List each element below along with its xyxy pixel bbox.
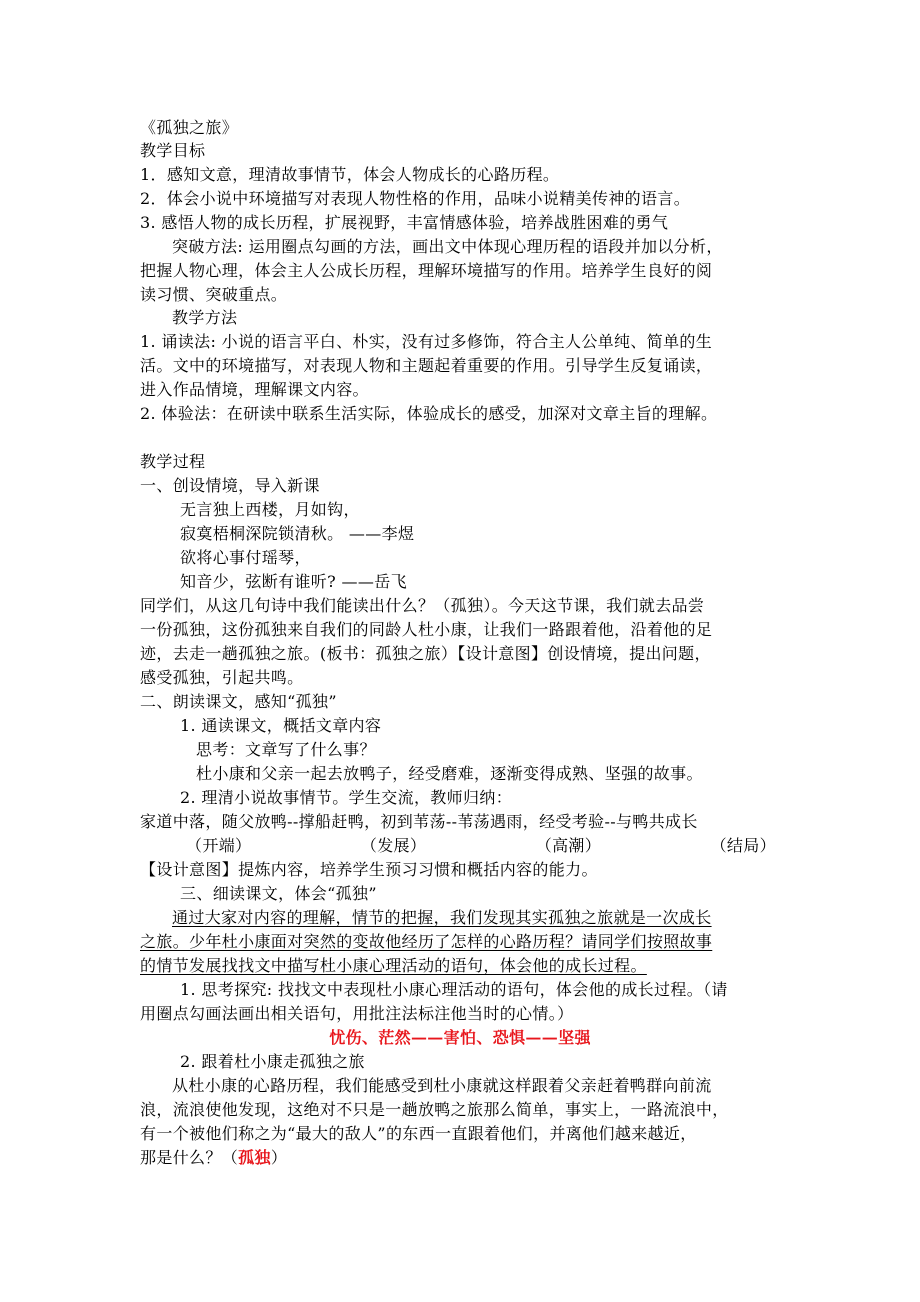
doc-title: 《孤独之旅》 (140, 118, 239, 137)
final-line-4 (140, 1147, 287, 1169)
goal-2: 2．体会小说中环境描写对表现人物性格的作用，品味小说精美传神的语言。 (140, 189, 691, 208)
answer-highlight: 孤独 (238, 1148, 271, 1167)
goals-heading: 教学目标 (140, 141, 206, 160)
intro-line-1: 同学们，从这几句诗中我们能读出什么？（孤独）。今天这节课，我们就去品尝 (140, 596, 705, 615)
final-line-1: 从杜小康的心路历程，我们能感受到杜小康就这样跟着父亲赶着鸭群向前流 (172, 1076, 712, 1095)
final-question-text: 那是什么？（ (140, 1148, 239, 1167)
section-3-underlined-line-3: 的情节发展找找文中描写杜小康心理活动的语句，体会他的成长过程。 (140, 956, 647, 975)
breakthrough-line-3: 读习惯、突破重点。 (140, 285, 288, 304)
section-3-underlined-line-1: 通过大家对内容的理解，情节的把握，我们发现其实孤独之旅就是一次成长 (172, 908, 712, 927)
section-3-item-2: 2. 跟着杜小康走孤独之旅 (180, 1052, 365, 1071)
methods-heading: 教学方法 (172, 308, 238, 327)
intro-line-4: 感受孤独，引起共鸣。 (140, 668, 304, 687)
final-question-close: ） (270, 1148, 288, 1167)
intro-line-2: 一份孤独，这份孤独来自我们的同龄人杜小康，让我们一路跟着他，沿着他的足 (140, 620, 713, 639)
stage-label: （开端） (186, 836, 252, 855)
intro-line-3: 迹，去走一趟孤独之旅。(板书：孤独之旅）【设计意图】创设情境，提出问题， (140, 644, 711, 663)
method-1-line-2: 活。文中的环境描写，对表现人物和主题起着重要的作用。引导学生反复诵读， (140, 356, 713, 375)
emotion-progression: 忧伤、茫然——害怕、恐惧——坚强 (329, 1028, 591, 1047)
section-3-item-1-line-1: 1. 思考探究: 找找文中表现杜小康心理活动的语句，体会他的成长过程。（请 (180, 980, 728, 999)
method-1-line-3: 进入作品情境，理解课文内容。 (140, 380, 369, 399)
poem-line-1: 无言独上西楼，月如钩， (180, 500, 360, 519)
plot-stages (186, 835, 776, 857)
section-2-heading: 二、朗读课文，感知“孤独” (140, 692, 337, 711)
section-2-item-1: 1. 通读课文，概括文章内容 (180, 716, 382, 735)
plot-line: 家道中落，随父放鸭--撑船赶鸭，初到苇荡--苇荡遇雨，经受考验--与鸭共成长 (140, 812, 698, 831)
stage-label: （发展） (360, 836, 427, 855)
stage-label: （结局） (710, 836, 776, 855)
poem-line-4: 知音少，弦断有谁听? ——岳飞 (180, 572, 407, 591)
section-2-think: 思考：文章写了什么事？ (196, 740, 376, 759)
final-line-3: 有一个被他们称之为“最大的敌人”的东西一直跟着他们，并离他们越来越近， (140, 1124, 697, 1143)
method-1-line-1: 1. 诵读法: 小说的语言平白、朴实，没有过多修饰，符合主人公单纯、简单的生 (140, 332, 713, 351)
section-3-item-1-line-2: 用圈点勾画法画出相关语句，用批注法标注他当时的心情。） (140, 1004, 574, 1023)
design-intent-2: 【设计意图】提炼内容，培养学生预习习惯和概括内容的能力。 (140, 860, 598, 879)
final-line-2: 浪，流浪使他发现，这绝对不只是一趟放鸭之旅那么简单，事实上，一路流浪中， (140, 1100, 729, 1119)
breakthrough-line-1: 突破方法: 运用圈点勾画的方法，画出文中体现心理历程的语段并加以分析， (172, 237, 723, 256)
breakthrough-line-2: 把握人物心理，体会主人公成长历程，理解环境描写的作用。培养学生良好的阅 (140, 261, 713, 280)
stage-label: （高潮） (535, 836, 602, 855)
goal-1: 1．感知文意，理清故事情节，体会人物成长的心路历程。 (140, 165, 560, 184)
method-2: 2. 体验法：在研读中联系生活实际，体验成长的感受，加深对文章主旨的理解。 (140, 404, 718, 423)
goal-3: 3. 感悟人物的成长历程，扩展视野，丰富情感体验，培养战胜困难的勇气 (140, 213, 669, 232)
section-3-heading: 三、细读课文，体会“孤独” (180, 884, 377, 903)
section-3-underlined-line-2: 之旅。少年杜小康面对突然的变故他经历了怎样的心路历程？请同学们按照故事 (140, 932, 713, 951)
section-2-answer: 杜小康和父亲一起去放鸭子，经受磨难，逐渐变得成熟、坚强的故事。 (196, 764, 703, 783)
poem-line-3: 欲将心事付瑶琴， (180, 548, 311, 567)
section-1-heading: 一、创设情境，导入新课 (140, 476, 320, 495)
poem-line-2: 寂寞梧桐深院锁清秋。 ——李煜 (180, 524, 415, 543)
process-heading: 教学过程 (140, 452, 206, 471)
section-2-item-2: 2. 理清小说故事情节。学生交流，教师归纳： (180, 788, 513, 807)
